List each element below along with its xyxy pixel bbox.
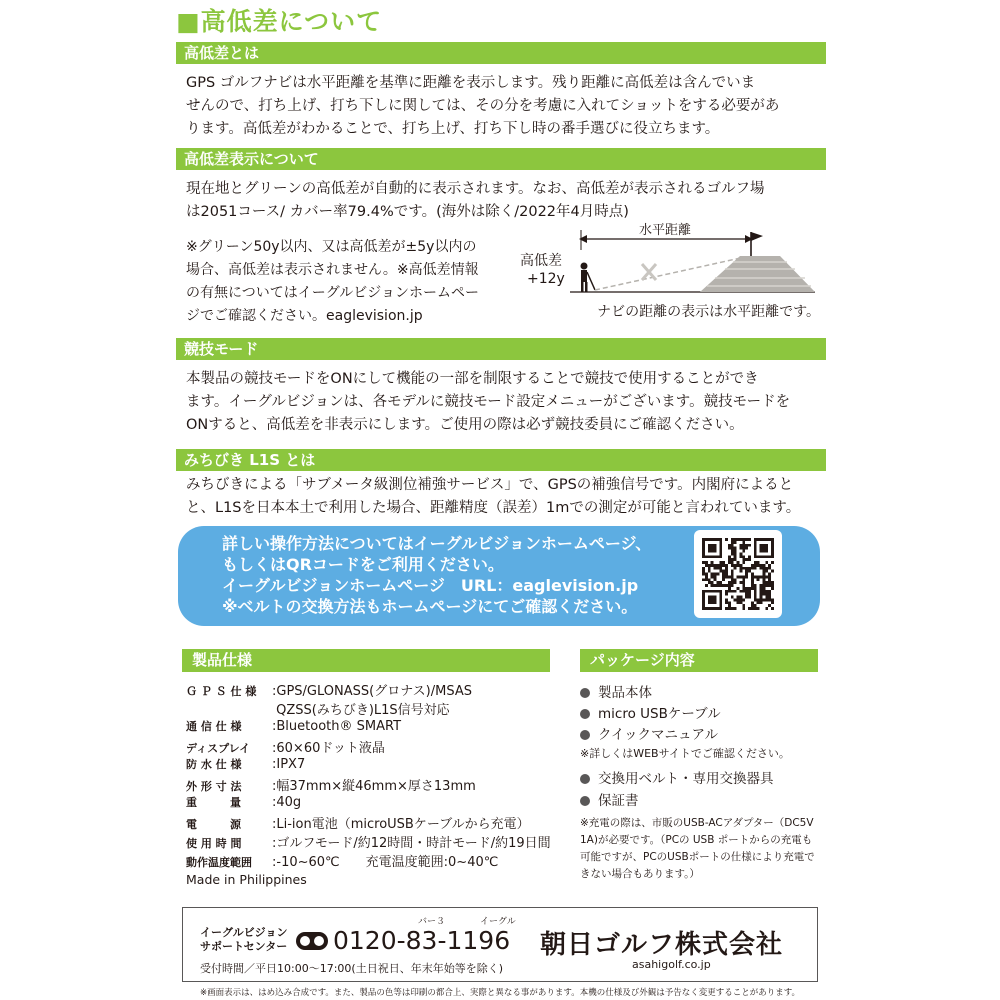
elevation-note (186, 236, 516, 328)
section-body-elevation-display (186, 178, 826, 224)
body-line: ONすると、高低差を非表示にします。ご使用の際は必ず競技委員にご確認ください。 (186, 417, 744, 433)
spec-value: :-10~60℃ 充電温度範囲:0~40℃ (272, 855, 499, 870)
bullet-icon (580, 774, 590, 784)
note-line: ジでご確認ください。eaglevision.jp (186, 308, 423, 324)
diagram-caption: ナビの距離の表示は水平距離です。 (597, 304, 820, 320)
spec-row (186, 813, 530, 832)
info-line: イーグルビジョンホームページ URL：eaglevision.jp (222, 576, 639, 595)
section-heading-michibiki: みちびき L1S とは (176, 449, 826, 471)
info-line: ※ベルトの交換方法もホームページにてご確認ください。 (222, 597, 638, 616)
package-item: クイックマニュアル (580, 723, 718, 743)
spec-row (186, 680, 472, 699)
body-line: 現在地とグリーンの高低差が自動的に表示されます。なお、高低差が表示されるゴルフ場 (186, 181, 765, 197)
note-line: ※充電の際は、市販のUSB-ACアダプター（DC5V (580, 817, 814, 829)
spec-row (186, 699, 450, 718)
bullet-icon (580, 709, 590, 719)
note-line: 可能ですが、PCのUSBポートの仕様により充電で (580, 851, 815, 863)
info-line: もしくはQRコードをご利用ください。 (222, 555, 504, 574)
support-hours: 受付時間／平日10:00～17:00(土日祝日、年末年始等を除く) (200, 962, 503, 975)
note-line: ※グリーン50y以内、又は高低差が±5y以内の (186, 239, 477, 255)
spec-row (186, 794, 301, 810)
page-title: ■高低差について (176, 7, 383, 36)
elevation-label: 高低差 (520, 253, 562, 269)
ruby-2: イーグル (480, 917, 516, 927)
bullet-icon (580, 796, 590, 806)
website-link[interactable]: asahigolf.co.jp (632, 958, 711, 971)
package-item: 製品本体 (580, 681, 652, 701)
phone-number[interactable]: 0120-83-1196 (333, 926, 511, 955)
section-heading-competition-mode: 競技モード (176, 338, 826, 360)
spec-key: 通 信 仕 様 (186, 720, 242, 733)
spec-value: :ゴルフモード/約12時間・時計モード/約19日間 (272, 836, 551, 851)
web-note: ※詳しくはWEBサイトでご確認ください。 (580, 747, 790, 760)
company-name: 朝日ゴルフ株式会社 (540, 930, 784, 960)
package-item: 保証書 (580, 789, 639, 809)
spec-value: :GPS/GLONASS(グロナス)/MSAS (272, 684, 472, 699)
made-in: Made in Philippines (186, 872, 307, 887)
elevation-diagram (515, 220, 825, 320)
spec-value: QZSS(みちびき)L1S信号対応 (272, 703, 450, 718)
spec-value: :幅37mm×縦46mm×厚さ13mm (272, 779, 476, 794)
section-body-elevation (186, 72, 826, 141)
spec-value: :60×60ドット液晶 (272, 741, 385, 756)
body-line: ます。イーグルビジョンは、各モデルに競技モード設定メニューがございます。競技モードを (186, 394, 791, 410)
spec-key: 防 水 仕 様 (186, 758, 242, 771)
section-body-competition-mode (186, 368, 826, 437)
spec-row (186, 718, 401, 734)
section-heading-elevation: 高低差とは (176, 42, 826, 64)
spec-key: ディスプレイ (186, 742, 251, 755)
spec-value: :Bluetooth® SMART (272, 719, 402, 734)
package-heading: パッケージ内容 (580, 649, 818, 672)
body-line: ります。高低差がわかることで、打ち上げ、打ち下し時の番手選びに役立ちます。 (186, 121, 720, 137)
qr-code[interactable] (694, 530, 782, 618)
spec-value: :IPX7 (272, 757, 306, 772)
support-center-label: イーグルビジョン サポートセンター (200, 926, 288, 953)
cross-icon (642, 264, 656, 280)
spec-key: 外 形 寸 法 (186, 780, 242, 793)
body-line: と、L1Sを日本本土で利用した場合、距離精度（誤差）1mでの測定が可能と言われています。 (186, 500, 801, 516)
note-line: きない場合もあります。） (580, 868, 700, 880)
note-line: 場合、高低差は表示されません。※高低差情報 (186, 262, 479, 278)
section-heading-elevation-display: 高低差表示について (176, 148, 826, 170)
ruby-1: バー３ (418, 917, 446, 927)
qr-code-icon (702, 538, 774, 610)
body-line: GPS ゴルフナビは水平距離を基準に距離を表示します。残り距離に高低差は含んでいま (186, 75, 756, 91)
golfer-icon (581, 263, 596, 293)
body-line: みちびきによる「サブメータ級測位補強サービス」で、GPSの補強信号です。内閣府によると (186, 477, 794, 493)
package-item: 交換用ベルト・専用交換器具 (580, 767, 774, 787)
spec-row (186, 737, 385, 756)
note-line: 1A)が必要です。（PCの USB ポートからの充電も (580, 834, 813, 846)
spec-row (186, 775, 476, 794)
spec-key: 重 量 (186, 796, 241, 809)
freedial-icon (296, 932, 328, 950)
elevation-value: +12y (527, 271, 565, 287)
horizontal-distance-label: 水平距離 (638, 223, 692, 238)
spec-value: :40g (272, 795, 302, 810)
section-body-michibiki (186, 474, 826, 520)
body-line: は2051コース/ カバー率79.4%です。(海外は除く/2022年4月時点) (186, 204, 629, 220)
note-line: の有無についてはイーグルビジョンホームペー (186, 285, 480, 301)
charge-note (580, 815, 815, 883)
spec-row (186, 756, 305, 772)
body-line: せんので、打ち上げ、打ち下しに関しては、その分を考慮に入れてショットをする必要があ (186, 98, 780, 114)
spec-key: 使 用 時 間 (186, 837, 242, 850)
specs-heading: 製品仕様 (182, 649, 550, 672)
flag-icon (751, 232, 763, 241)
bullet-icon (580, 688, 590, 698)
spec-key: 電 源 (186, 818, 241, 831)
spec-key: 動作温度範囲 (186, 856, 252, 869)
body-line: 本製品の競技モードをONにして機能の一部を制限することで競技で使用することができ (186, 371, 759, 387)
spec-row (186, 851, 498, 870)
spec-value: :Li-ion電池（microUSBケーブルから充電） (272, 817, 530, 832)
spec-row (186, 832, 551, 851)
footnote: ※画面表示は、はめ込み合成です。また、製品の色等は印刷の都合上、実際と異なる事があります。本機の仕様及び外観は予告なく変更することがあります。 (199, 988, 801, 998)
bullet-icon (580, 730, 590, 740)
package-item: micro USBケーブル (580, 702, 721, 722)
info-box-text (222, 533, 651, 617)
info-line: 詳しい操作方法についてはイーグルビジョンホームページ、 (222, 534, 652, 553)
spec-key: Ｇ Ｐ Ｓ 仕 様 (186, 685, 257, 698)
